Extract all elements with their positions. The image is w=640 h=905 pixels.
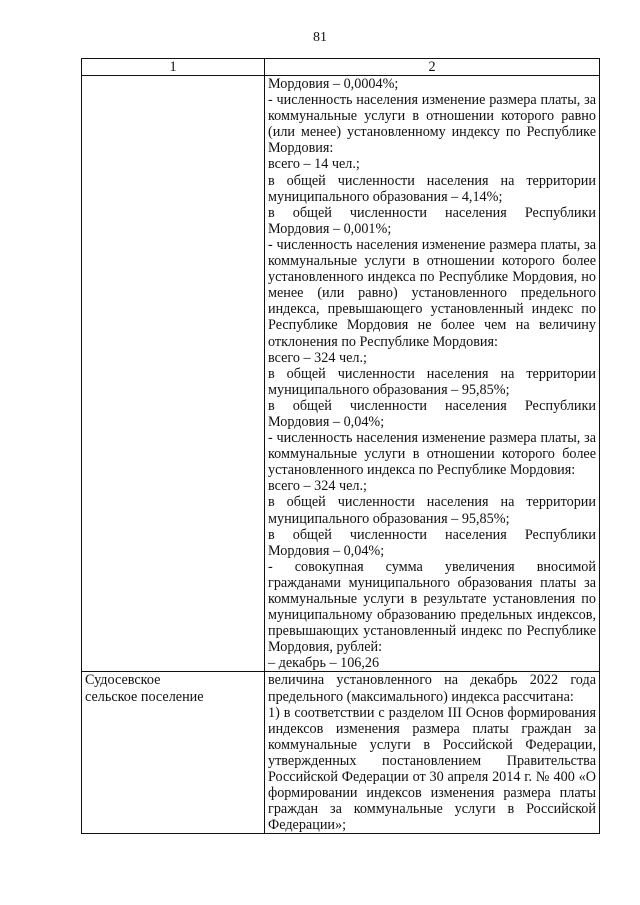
text-line: в общей численности населения на территории (268, 365, 596, 382)
text-line: Мордовия – 0,0004%; (268, 76, 399, 92)
text-line: Мордовия – 0,04%; (268, 413, 385, 430)
text-line: - численность населения изменение размера платы, за (268, 236, 596, 253)
text-line: установленного индекса по Республике Мордовия: (268, 462, 576, 479)
row2-municipality-cell (82, 672, 265, 834)
text-line: Мордовия – 0,04%; (268, 542, 385, 559)
text-line: граждан за коммунальные услуги в Российской (268, 801, 596, 818)
text-line: менее (или равно) установленного предельного (268, 285, 596, 302)
text-line: муниципального образования – 95,85%; (268, 510, 510, 527)
text-line: коммунальные услуги в результате установления по (268, 591, 596, 607)
text-line: величина установленного на декабрь 2022 года (268, 672, 596, 689)
text-line: Республике Мордовия не более чем на величину (268, 317, 596, 334)
text-line: коммунальные услуги в отношении которого равно (268, 108, 596, 125)
table-header-row (82, 59, 600, 76)
text-line: муниципальному образованию предельных индексов, (268, 607, 596, 624)
text-line: - численность населения изменение размера платы, за (268, 92, 596, 109)
text-line: - совокупная сумма увеличения вносимой (268, 558, 596, 575)
text-line: Мордовия: (268, 140, 334, 157)
text-line: Российской Федерации от 30 апреля 2014 г. № 400 «О (268, 769, 596, 786)
text-line: – декабрь – 106,26 (268, 655, 380, 672)
text-line: индекса, превышающего установленный индекс по (268, 301, 596, 318)
text-line: муниципального образования – 4,14%; (268, 188, 503, 205)
row2-description-cell (265, 672, 600, 834)
text-line: муниципального образования – 95,85%; (268, 381, 510, 398)
text-line: индексов изменения размера платы граждан за (268, 720, 596, 737)
text-line: предельного (максимального) индекса рассчитана: (268, 688, 574, 705)
text-line: коммунальные услуги в отношении которого более (268, 253, 596, 270)
text-line: в общей численности населения Республики (268, 397, 596, 414)
text-line: Мордовия – 0,001%; (268, 220, 392, 237)
municipality-name-line: Судосевское (85, 672, 161, 689)
text-line: 1) в соответствии с разделом III Основ формирования (268, 704, 596, 721)
text-line: всего – 14 чел.; (268, 156, 360, 173)
text-line: коммунальные услуги в отношении которого более (268, 446, 596, 463)
text-line: Мордовия, рублей: (268, 639, 383, 656)
text-line: в общей численности населения Республики (268, 204, 596, 221)
row1-municipality-cell (82, 76, 265, 672)
text-line: гражданами муниципального образования платы за (268, 574, 596, 591)
text-line: в общей численности населения на территории (268, 172, 596, 189)
text-line: (или менее) установленному индексу по Республике (268, 124, 596, 141)
text-line: всего – 324 чел.; (268, 478, 367, 495)
column-header-2: 2 (265, 59, 600, 76)
text-line: всего – 324 чел.; (268, 349, 367, 366)
document-table (81, 58, 600, 834)
page-number: 81 (313, 30, 327, 45)
text-line: в общей численности населения на территории (268, 494, 596, 511)
text-line: - численность населения изменение размера платы, за (268, 430, 596, 447)
text-line: формировании индексов изменения размера платы (268, 785, 596, 802)
column-header-1: 1 (82, 59, 265, 76)
text-line: установленного индекса по Республике Мордовия, но (268, 269, 596, 286)
table-row (82, 76, 600, 672)
text-line: Федерации»; (268, 817, 347, 834)
text-line: утвержденных постановлением Правительства (268, 752, 596, 769)
text-line: коммунальные услуги в Российской Федерации, (268, 736, 596, 753)
text-line: отклонения по Республике Мордовия: (268, 333, 498, 350)
table-row (82, 672, 600, 834)
text-line: превышающих установленный индекс по Республике (268, 623, 596, 640)
text-line: в общей численности населения Республики (268, 526, 596, 543)
row1-description-cell (265, 76, 600, 672)
municipality-name-line: сельское поселение (85, 688, 204, 705)
